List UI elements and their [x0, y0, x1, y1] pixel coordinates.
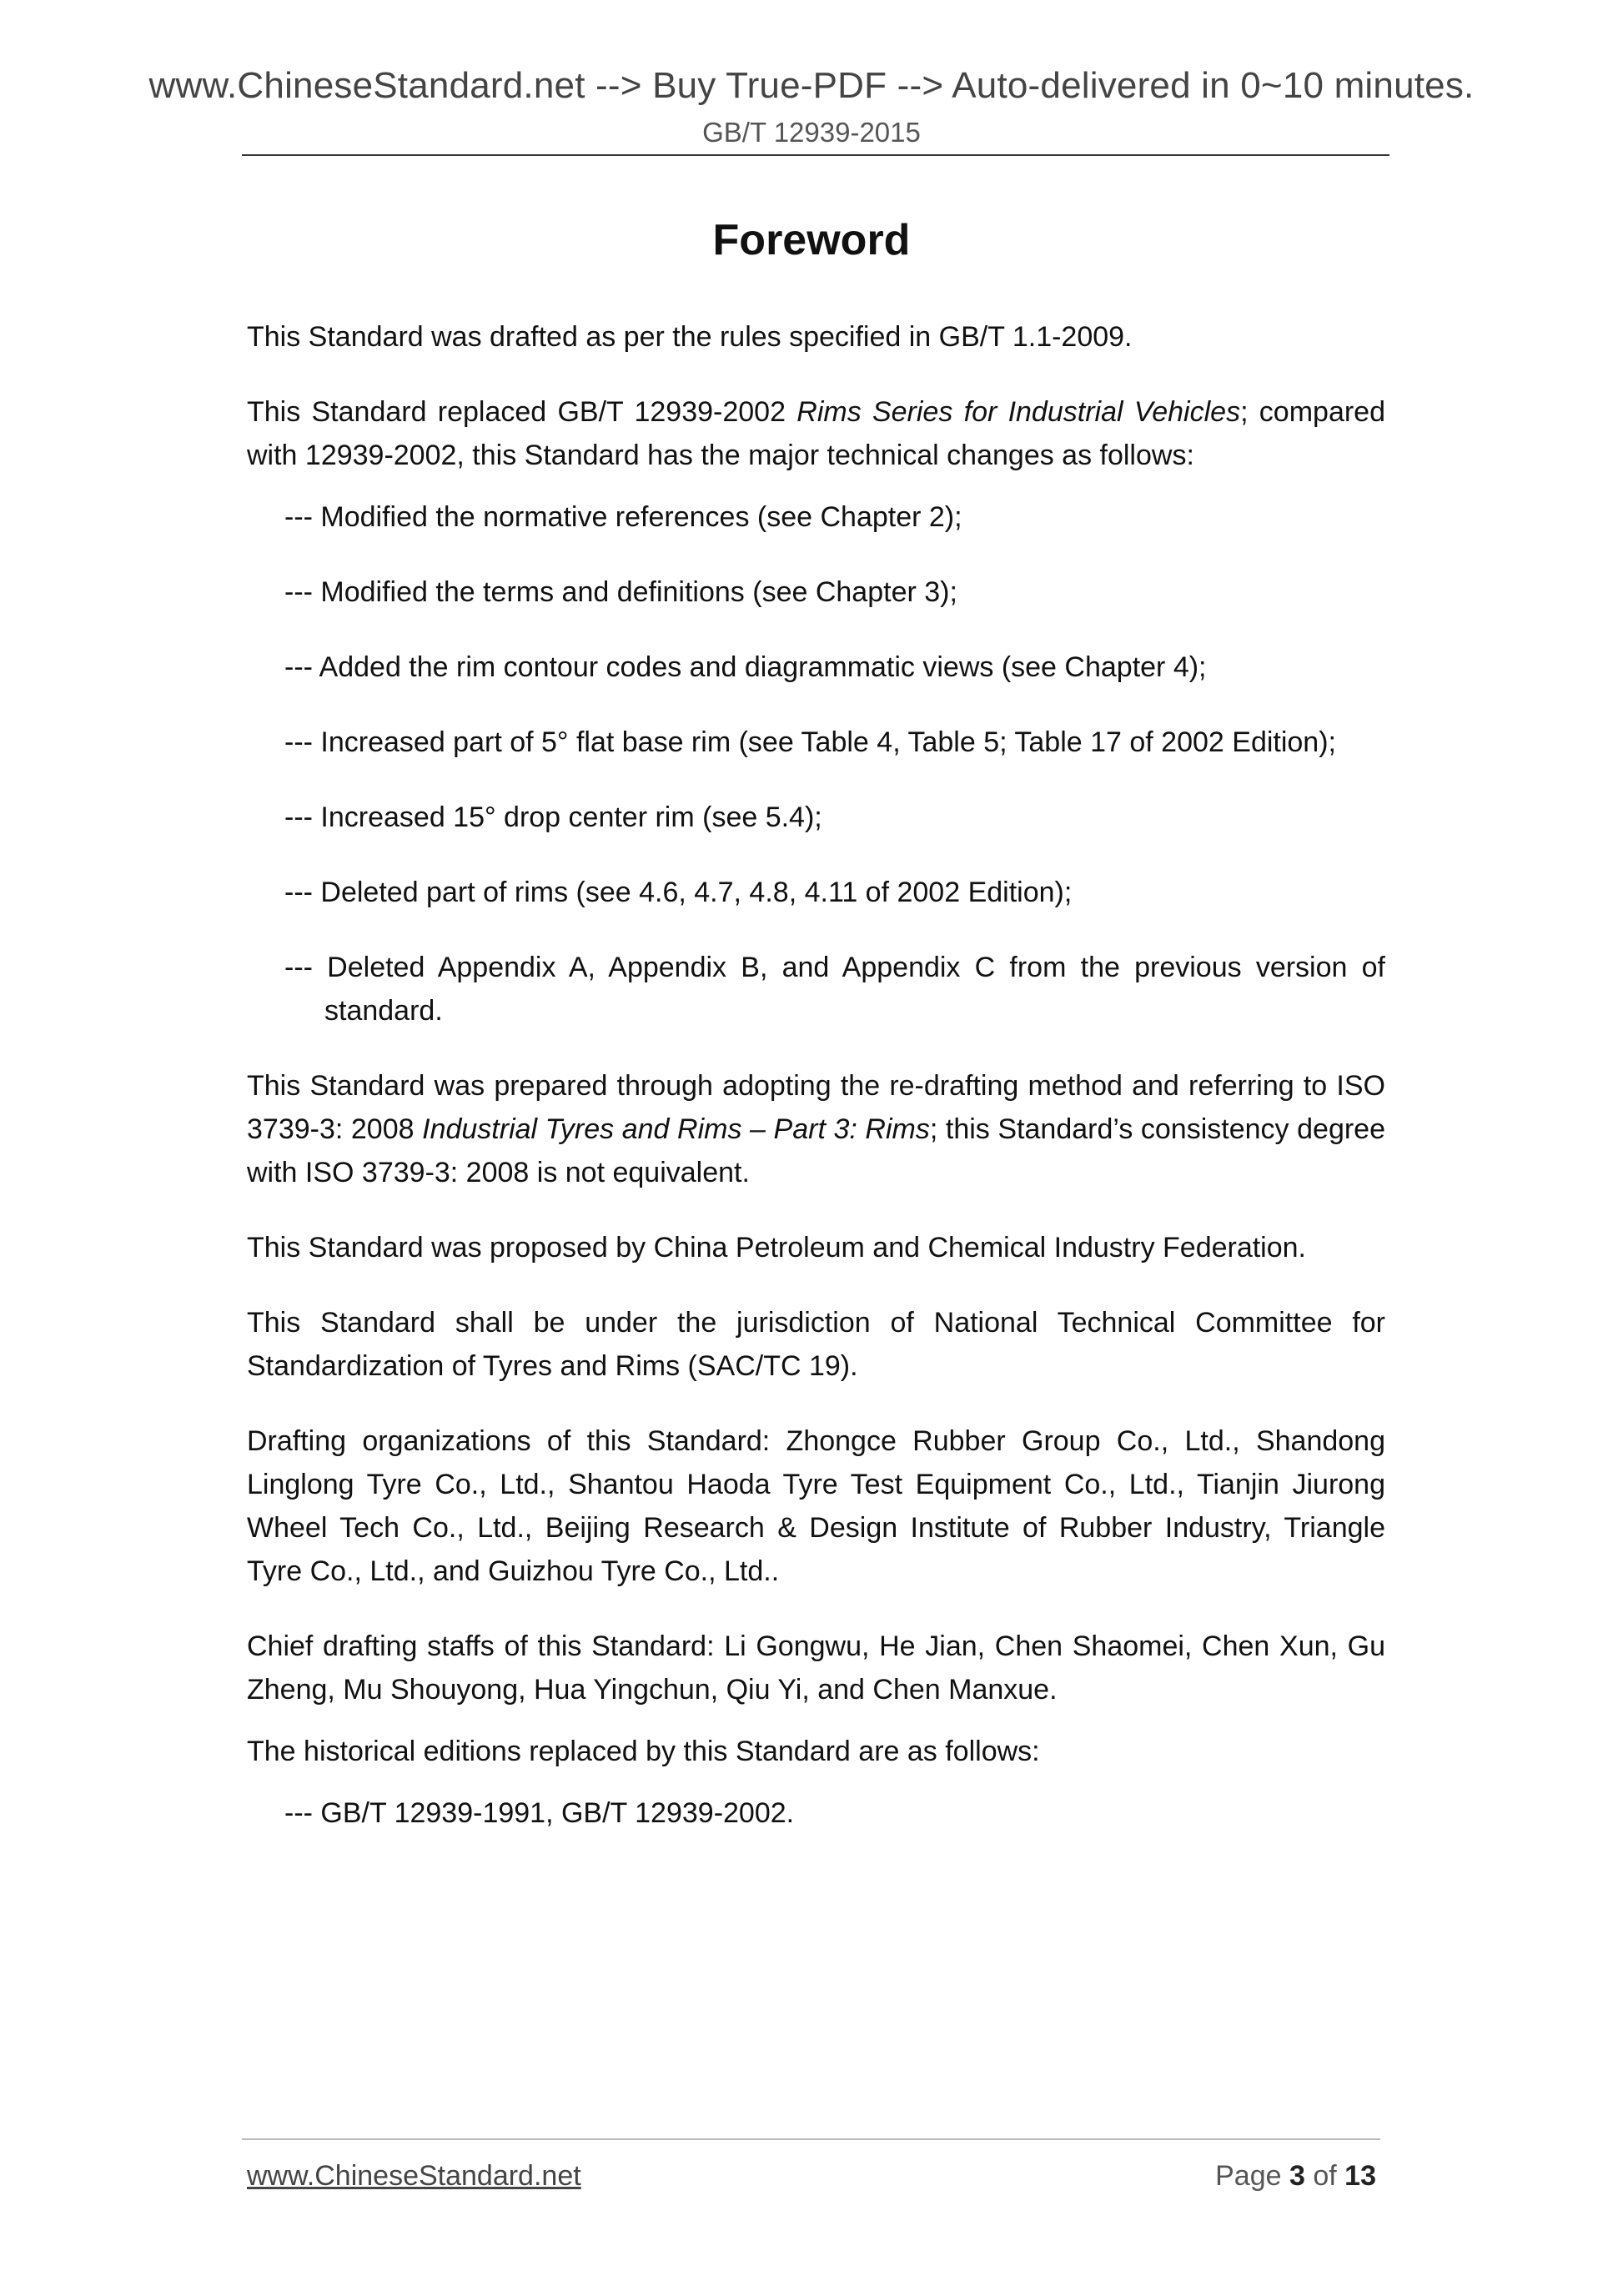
technical-changes-list	[247, 495, 1385, 1032]
list-item: --- Added the rim contour codes and diagrammatic views (see Chapter 4);	[284, 651, 1207, 683]
paragraph-drafting-rules: This Standard was drafted as per the rules specified in GB/T 1.1-2009.	[247, 321, 1133, 353]
header-divider	[242, 154, 1389, 156]
list-item: --- Deleted part of rims (see 4.6, 4.7, 4.8, 4.11 of 2002 Edition);	[284, 877, 1073, 908]
list-item: --- Deleted Appendix A, Appendix B, and Appendix C from the previous version of standard.	[284, 952, 1385, 1027]
page-prefix: Page	[1215, 2160, 1282, 2192]
paragraph-historical-editions: The historical editions replaced by this Standard are as follows:	[247, 1736, 1040, 1767]
page-number	[1215, 2160, 1376, 2193]
paragraph-proposed-by: This Standard was proposed by China Petroleum and Chemical Industry Federation.	[247, 1232, 1307, 1264]
footer-website-link[interactable]: www.ChineseStandard.net	[247, 2160, 581, 2192]
replaced-standard-title: Rims Series for Industrial Vehicles	[796, 396, 1241, 428]
iso-text-start: This Standard was prepared through adopting the re-drafting method and referring to ISO 3739-3: 2008	[247, 1070, 1385, 1145]
paragraph-replaced-standard	[247, 390, 1385, 477]
page-current: 3	[1289, 2160, 1305, 2192]
page-of: of	[1313, 2160, 1337, 2192]
foreword-body	[247, 315, 1385, 1866]
list-item: --- Modified the terms and definitions (see Chapter 3);	[284, 576, 957, 608]
list-item: --- Increased part of 5° flat base rim (see Table 4, Table 5; Table 17 of 2002 Edition);	[284, 726, 1336, 758]
list-item: --- Increased 15° drop center rim (see 5.4);	[284, 801, 822, 833]
paragraph-jurisdiction: This Standard shall be under the jurisdiction of National Technical Committee for Standardization of Tyres and Rims (SAC/TC 19).	[247, 1307, 1385, 1382]
historical-editions-list	[247, 1791, 1385, 1835]
footer-divider	[242, 2138, 1380, 2140]
replaced-text-end: ; compared with 12939-2002, this Standard has the major technical changes as follows:	[247, 396, 1385, 471]
standard-code: GB/T 12939-2015	[702, 117, 921, 148]
iso-text-end: ; this Standard’s consistency degree with ISO 3739-3: 2008 is not equivalent.	[247, 1113, 1385, 1188]
replaced-text-start: This Standard replaced GB/T 12939-2002	[247, 396, 797, 428]
paragraph-iso-reference	[247, 1064, 1385, 1194]
list-item: --- GB/T 12939-1991, GB/T 12939-2002.	[284, 1797, 795, 1829]
page-title: Foreword	[712, 216, 911, 264]
paragraph-drafting-organizations: Drafting organizations of this Standard: Zhongce Rubber Group Co., Ltd., Shandong Linglong Tyre Co., Ltd., Shantou Haoda Tyre Test Equipment Co., Ltd., Tianjin Jiurong Wheel Tech Co., Ltd., Beijing Research & Design Institute of Rubber Industry, Triangle Tyre Co., Ltd., and Guizhou Tyre Co., Ltd..	[247, 1425, 1385, 1587]
page-total: 13	[1344, 2160, 1376, 2192]
list-item: --- Modified the normative references (see Chapter 2);	[284, 501, 962, 533]
iso-standard-title: Industrial Tyres and Rims – Part 3: Rims	[422, 1113, 930, 1145]
paragraph-drafting-staff: Chief drafting staffs of this Standard: Li Gongwu, He Jian, Chen Shaomei, Chen Xun, Gu Zheng, Mu Shouyong, Hua Yingchun, Qiu Yi, and Chen Manxue.	[247, 1630, 1385, 1706]
header-banner: www.ChineseStandard.net --> Buy True-PDF --> Auto-delivered in 0~10 minutes.	[148, 65, 1475, 106]
